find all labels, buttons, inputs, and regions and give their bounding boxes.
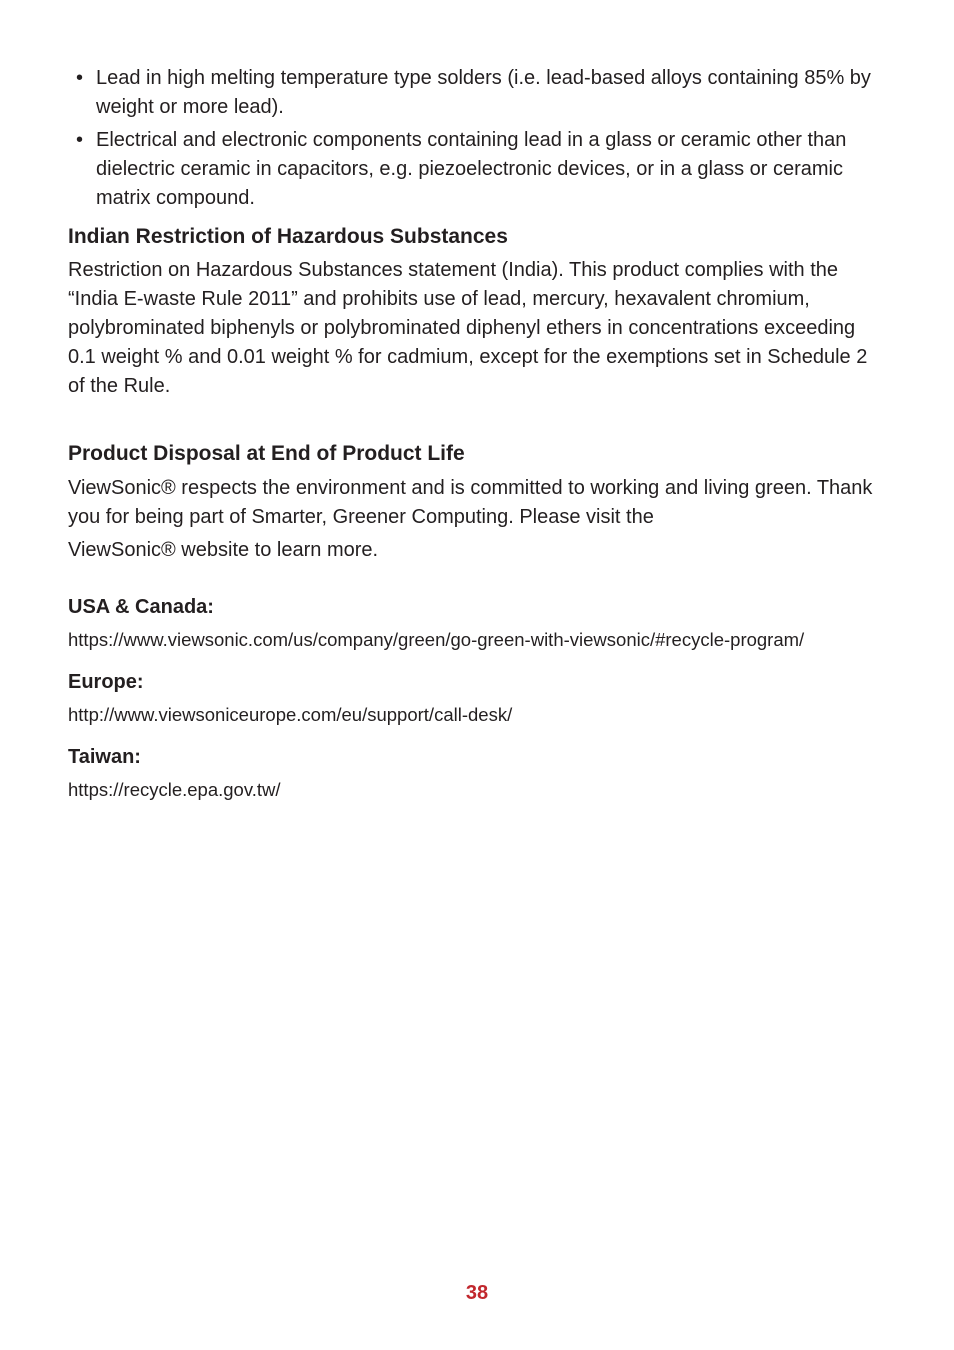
bullet-item-components — [68, 126, 888, 213]
disposal-heading: Product Disposal at End of Product Life — [68, 442, 465, 465]
recycle-link-usa-canada[interactable]: https://www.viewsonic.com/us/company/green/go-green-with-viewsonic/#recycle-program/ — [68, 629, 805, 650]
exemption-bullet-list — [68, 64, 888, 217]
bullet-text: Lead in high melting temperature type solders (i.e. lead-based alloys containing 85% by weight or more lead). — [96, 67, 871, 118]
region-label-taiwan: Taiwan: — [68, 746, 141, 768]
bullet-item-solders — [68, 64, 888, 122]
bullet-text: Electrical and electronic components containing lead in a glass or ceramic other than dielectric ceramic in capacitors, e.g. piezoelectronic devices, or in a glass or ceramic matrix compound. — [96, 129, 847, 209]
disposal-body — [68, 474, 883, 565]
india-rohs-body: Restriction on Hazardous Substances statement (India). This product complies with the “India E-waste Rule 2011” and prohibits use of lead, mercury, hexavalent chromium, polybrominated biphenyls or polybrominated diphenyl ethers in concentrations exceeding 0.1 weight % and 0.01 weight % for cadmium, except for the exemptions set in Schedule 2 of the Rule. — [68, 259, 868, 397]
region-label-europe: Europe: — [68, 671, 144, 693]
recycle-link-taiwan[interactable]: https://recycle.epa.gov.tw/ — [68, 779, 281, 800]
bullet-marker: • — [76, 129, 84, 151]
page-number: 38 — [465, 1282, 489, 1304]
bullet-marker: • — [76, 67, 84, 89]
region-label-usa-canada: USA & Canada: — [68, 596, 214, 618]
recycle-link-europe[interactable]: http://www.viewsoniceurope.com/eu/support/call-desk/ — [68, 704, 513, 725]
disposal-body-line2: ViewSonic® website to learn more. — [68, 539, 379, 561]
india-rohs-heading: Indian Restriction of Hazardous Substances — [68, 225, 508, 248]
disposal-body-line1: ViewSonic® respects the environment and is committed to working and living green. Thank you for being part of Smarter, Greener Computing. Please visit the — [68, 477, 873, 528]
